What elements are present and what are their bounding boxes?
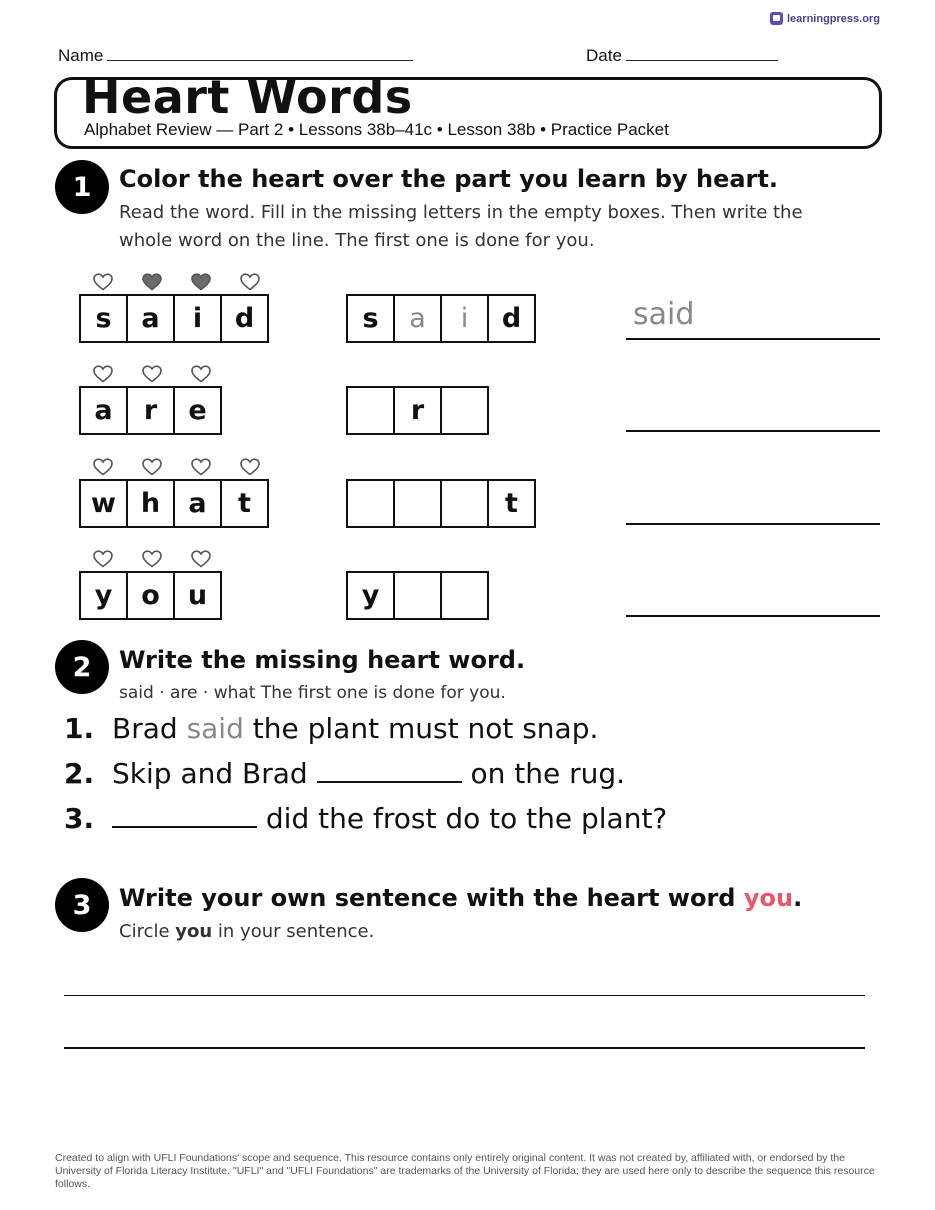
word-writing-line[interactable]: [626, 338, 880, 340]
section-1-number: 1: [55, 160, 109, 214]
letter-box: o: [126, 571, 175, 620]
heart-outline-icon[interactable]: [93, 458, 113, 476]
section-3-inst-after: in your sentence.: [212, 921, 375, 942]
writing-line-2[interactable]: [64, 1047, 865, 1049]
word-writing-line[interactable]: [626, 615, 880, 617]
sentence-after: on the rug.: [461, 757, 626, 790]
sentence-number: 1.: [64, 712, 95, 745]
word-bank: said · are · what The first one is done for you.: [119, 683, 506, 703]
section-2-title: Write the missing heart word.: [119, 646, 526, 674]
empty-letter-box[interactable]: [440, 571, 489, 620]
section-2-number: 2: [55, 640, 109, 694]
letter-box: a: [79, 386, 128, 435]
heart-outline-icon[interactable]: [93, 550, 113, 568]
filled-letter-box: t: [487, 479, 536, 528]
sentence-number: 2.: [64, 757, 95, 790]
empty-letter-box[interactable]: [440, 479, 489, 528]
writing-line-1[interactable]: [64, 995, 865, 996]
section-3-title-text: Write your own sentence with the heart word: [119, 884, 744, 912]
filled-letter-box: d: [487, 294, 536, 343]
answer-blank[interactable]: [112, 802, 257, 828]
section-3-title: [119, 884, 802, 912]
date-line: [626, 60, 778, 61]
letter-box: u: [173, 571, 222, 620]
heart-outline-icon[interactable]: [240, 458, 260, 476]
name-label: Name: [58, 46, 104, 65]
sentence-3: [64, 802, 667, 835]
section-3-number: 3: [55, 878, 109, 932]
filled-letter-box: s: [346, 294, 395, 343]
heart-outline-icon[interactable]: [191, 365, 211, 383]
empty-letter-box[interactable]: [440, 386, 489, 435]
filled-letter-box: r: [393, 386, 442, 435]
heart-outline-icon[interactable]: [240, 273, 260, 291]
heart-outline-icon[interactable]: [93, 365, 113, 383]
date-label: Date: [586, 46, 622, 65]
sentence-before: Brad: [112, 712, 187, 745]
answer-blank[interactable]: [317, 757, 462, 783]
sentence-1: [64, 712, 598, 745]
filled-letter-box: i: [440, 294, 489, 343]
letter-box: i: [173, 294, 222, 343]
sentence-after: the plant must not snap.: [243, 712, 599, 745]
heart-outline-icon[interactable]: [93, 273, 113, 291]
name-field[interactable]: [58, 46, 413, 66]
section-1-instructions-line-1: Read the word. Fill in the missing letters in the empty boxes. Then write the: [119, 202, 803, 223]
date-field[interactable]: [586, 46, 778, 66]
sentence-after: did the frost do to the plant?: [257, 802, 668, 835]
heart-outline-icon[interactable]: [142, 365, 162, 383]
sentence-answer: said: [186, 712, 244, 745]
heart-outline-icon[interactable]: [191, 550, 211, 568]
section-3-instructions: [119, 918, 374, 946]
heart-filled-icon[interactable]: [142, 273, 162, 291]
sentence-2: [64, 757, 625, 790]
empty-letter-box[interactable]: [393, 571, 442, 620]
letter-box: t: [220, 479, 269, 528]
letter-box: s: [79, 294, 128, 343]
example-answer: said: [633, 297, 695, 332]
section-3-heart-word: you: [743, 884, 794, 912]
heart-outline-icon[interactable]: [191, 458, 211, 476]
section-3-inst-before: Circle: [119, 921, 176, 942]
filled-letter-box: y: [346, 571, 395, 620]
footer-disclaimer: Created to align with UFLI Foundations' scope and sequence. This resource contains only entirely original content. It was not created by, affiliated with, or endorsed by the University of Florida Literacy Institute. "UFLI" and "UFLI Foundations" are trademarks of the University of Florida; they are used here only to describe the sequence this resource follows.: [55, 1152, 875, 1190]
heart-outline-icon[interactable]: [142, 458, 162, 476]
filled-letter-box: a: [393, 294, 442, 343]
section-3-title-end: .: [793, 884, 803, 912]
letter-box: w: [79, 479, 128, 528]
word-writing-line[interactable]: [626, 430, 880, 432]
section-1-instructions: [119, 199, 803, 255]
letter-box: a: [173, 479, 222, 528]
word-writing-line[interactable]: [626, 523, 880, 525]
letter-box: e: [173, 386, 222, 435]
brand-text: learningpress.org: [787, 12, 880, 25]
sentence-before: Skip and Brad: [112, 757, 317, 790]
brand-link[interactable]: [770, 12, 880, 25]
page-subtitle: Alphabet Review — Part 2 • Lessons 38b–41c • Lesson 38b • Practice Packet: [84, 120, 669, 139]
letter-box: y: [79, 571, 128, 620]
empty-letter-box[interactable]: [346, 479, 395, 528]
sentence-number: 3.: [64, 802, 95, 835]
empty-letter-box[interactable]: [393, 479, 442, 528]
section-3-inst-word: you: [175, 921, 213, 942]
letter-box: r: [126, 386, 175, 435]
heart-filled-icon[interactable]: [191, 273, 211, 291]
section-1-title: Color the heart over the part you learn by heart.: [119, 165, 778, 193]
letter-box: a: [126, 294, 175, 343]
letter-box: d: [220, 294, 269, 343]
letter-box: h: [126, 479, 175, 528]
brand-logo-icon: [770, 12, 783, 25]
name-line: [107, 60, 413, 61]
page-title: Heart Words: [82, 70, 413, 124]
section-1-instructions-line-2: whole word on the line. The first one is done for you.: [119, 230, 595, 251]
heart-outline-icon[interactable]: [142, 550, 162, 568]
empty-letter-box[interactable]: [346, 386, 395, 435]
